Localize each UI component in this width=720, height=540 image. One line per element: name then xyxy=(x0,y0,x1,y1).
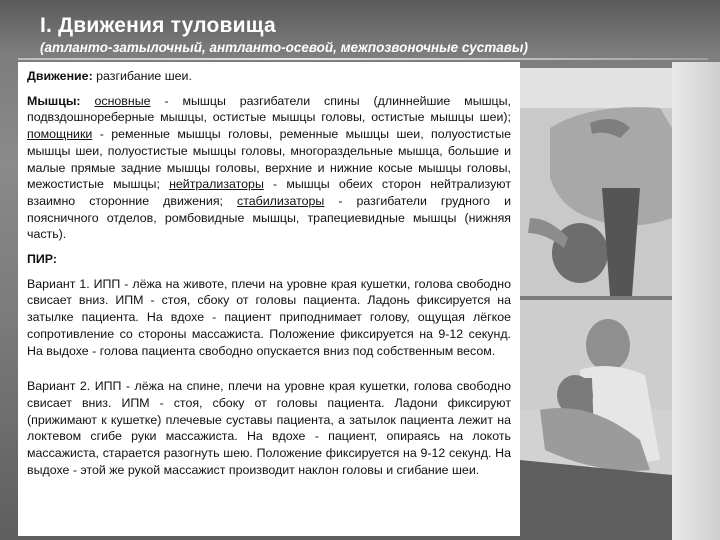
stabilizers-label: стабилизаторы xyxy=(237,193,325,208)
muscles-label: Мышцы: xyxy=(27,93,81,108)
photo-prone-neck-extension xyxy=(520,68,672,296)
movement-label: Движение: xyxy=(27,69,93,83)
primary-text: - мышцы разгибатели спины (длиннейшие мышцы, подвздошнореберные мышцы, остистые мышцы головы, остистые мышцы шеи); xyxy=(27,93,511,125)
helpers-label: помощники xyxy=(27,127,93,142)
movement-text: разгибание шеи. xyxy=(92,69,192,83)
variant2-paragraph: Вариант 2. ИПП - лёжа на спине, плечи на уровне края кушетки, голова свободно свисает вниз. ИПМ - стоя, сбоку от головы пациента. Ладони фиксируют (прижимают к кушетке) плечевые суставы пациента, а затылок пациента лежит на локтевом сгибе руки массажиста. На вдохе - пациент, опираясь на локоть массажиста, старается разогнуть шею. Положение фиксируется на 9-12 секунд. На выдохе - этой же рукой массажист производит наклон головы и сгибание шеи. xyxy=(27,379,511,477)
helpers-text: - ременные мышцы головы, ременные мышцы шеи, полуостистые мышцы шеи, полуостистые мышцы головы, многораздельные мышца, большие и малые прямые задние мышцы головы, верхние и нижние косые мышцы головы, межостистые мышцы; xyxy=(27,127,511,192)
muscles-paragraph xyxy=(27,93,511,243)
slide-title: I. Движения туловища xyxy=(40,14,276,37)
title-divider xyxy=(18,58,708,60)
slide-subtitle: (атланто-затылочный, антланто-осевой, межпозвоночные суставы) xyxy=(40,40,528,55)
neutralizers-label: нейтрализаторы xyxy=(169,177,264,192)
photo-prone-illustration xyxy=(520,68,672,296)
photo-supine-illustration xyxy=(520,300,672,528)
photo-supine-neck-extension xyxy=(520,300,672,528)
movement-paragraph xyxy=(27,68,511,85)
variant1-paragraph: Вариант 1. ИПП - лёжа на животе, плечи на уровне края кушетки, голова свободно свисает вниз. ИПМ - стоя, сбоку от головы пациента. Ладонь фиксируется на затылке пациента. На вдохе - пациент приподнимает голову, ощущая лёгкое сопротивление со стороны массажиста. Положение фиксируется на 9-12 секунд. На выдохе - голова пациента свободно опускается вниз под собственным весом. xyxy=(27,276,511,358)
pir-heading xyxy=(27,251,511,268)
primary-label: основные xyxy=(94,93,151,108)
stabilizers-text: - разгибатели грудного и поясничного отделов, ромбовидные мышцы, трапециевидные мышцы (нижняя часть). xyxy=(27,193,511,242)
neutralizers-text: - мышцы обеих сторон нейтрализуют взаимно сторонние движения; xyxy=(27,177,511,208)
right-edge-strip xyxy=(672,62,720,540)
text-panel xyxy=(18,62,520,536)
pir-label: ПИР: xyxy=(27,252,58,267)
